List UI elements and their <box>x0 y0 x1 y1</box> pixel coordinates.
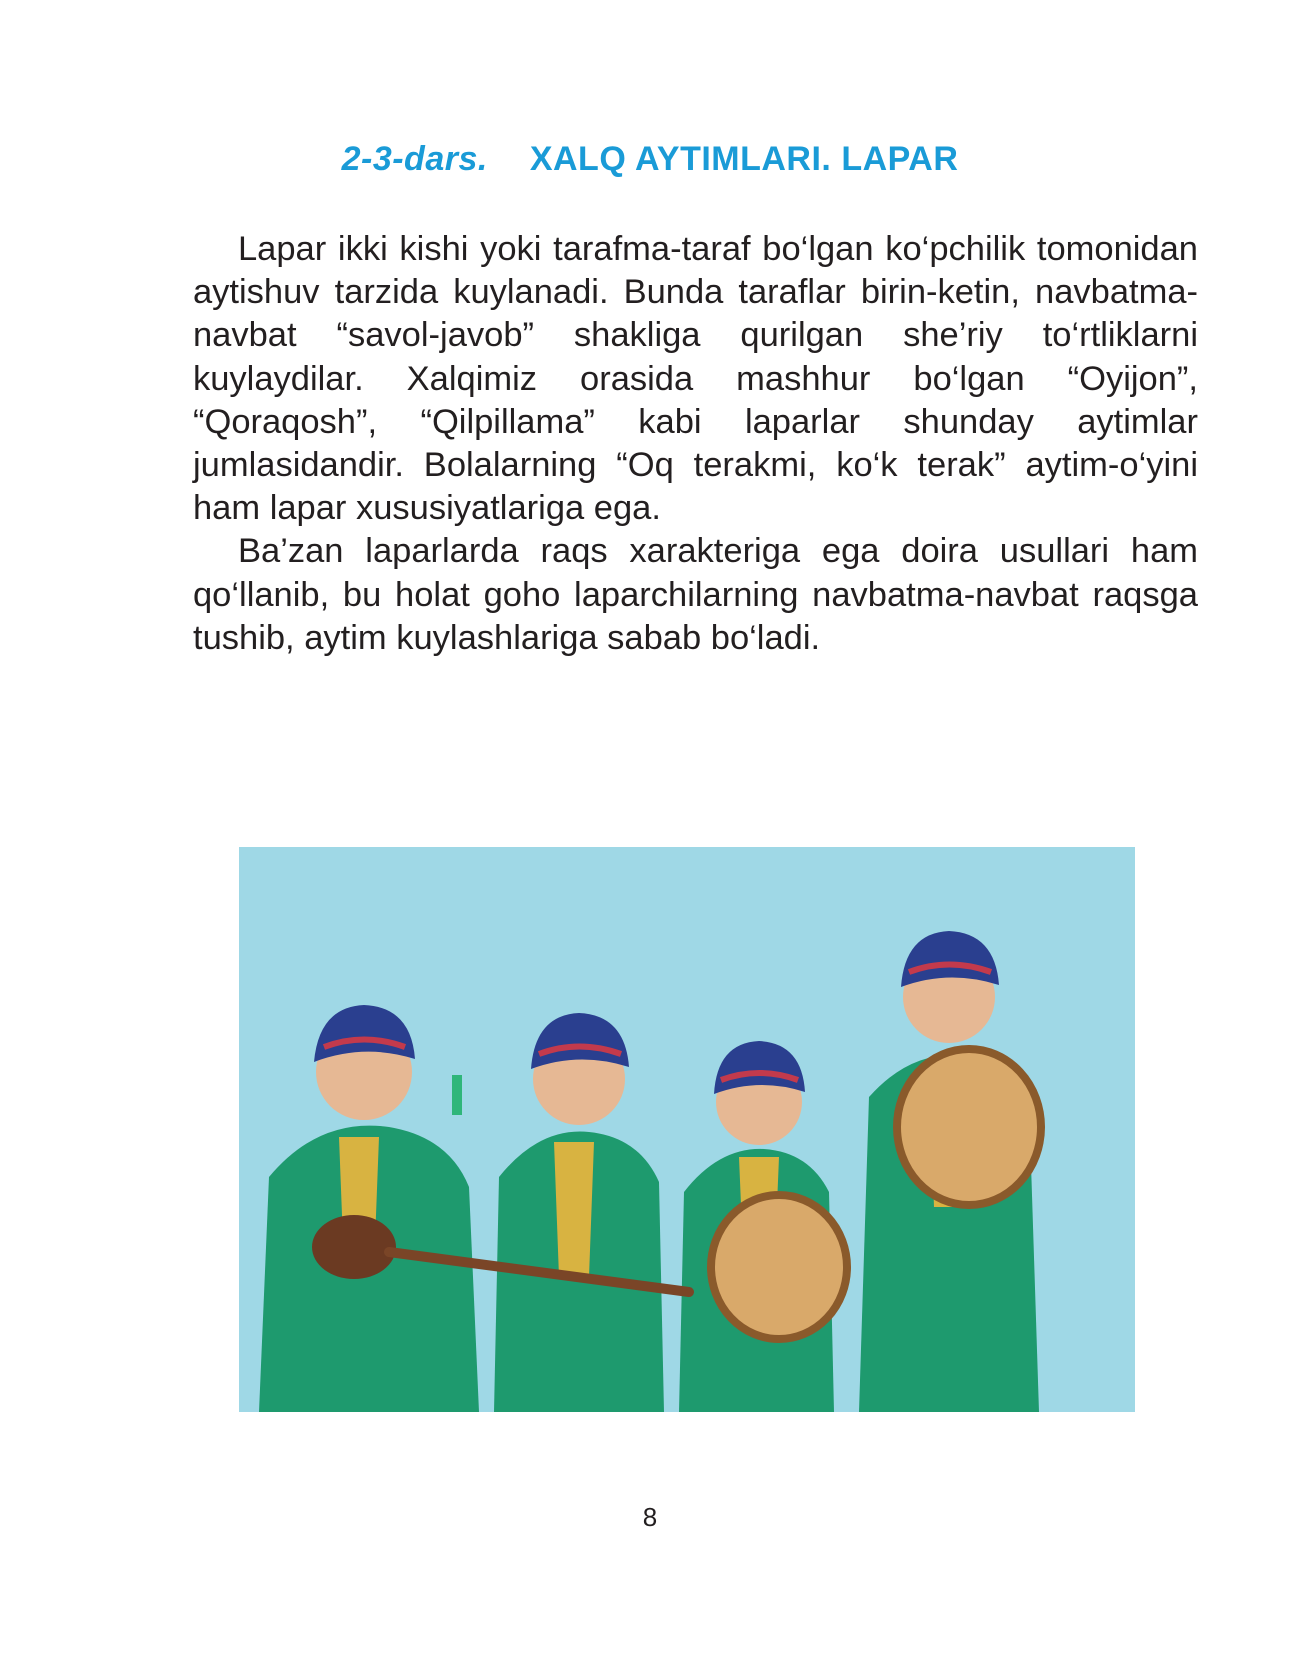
page-number: 8 <box>642 1502 658 1532</box>
page-title <box>0 140 1300 179</box>
illustration-boys-with-instruments <box>239 847 1135 1412</box>
doira-large-instrument <box>897 1049 1041 1205</box>
paragraph-2: Ba’zan laparlarda raqs xarakteriga ega doira usullari ham qo‘llanib, bu holat goho laparchilarning navbatma-navbat raqsga tushib, aytim kuylashlariga sabab bo‘ladi. <box>193 532 1198 657</box>
illustration-drawing <box>239 847 1135 1412</box>
body-text <box>193 228 1198 660</box>
lesson-heading: XALQ AYTIMLARI. LAPAR <box>529 140 959 178</box>
lesson-number: 2-3-dars. <box>341 140 488 178</box>
paragraph-1: Lapar ikki kishi yoki tarafma-taraf bo‘lgan ko‘pchilik tomonidan aytishuv tarzida kuylanadi. Bunda taraflar birin-ketin, navbatma-navbat “savol-javob” shakliga qurilgan she’riy to‘rtliklarni kuylaydilar. Xalqimiz orasida mashhur bo‘lgan “Oyijon”, “Qoraqosh”, “Qilpillama” kabi laparlar shunday aytimlar jumlasidandir. Bolalarning “Oq terakmi, ko‘k terak” aytim-o‘yini ham lapar xususiyatlariga ega. <box>193 230 1198 528</box>
doira-small-instrument <box>711 1195 847 1339</box>
